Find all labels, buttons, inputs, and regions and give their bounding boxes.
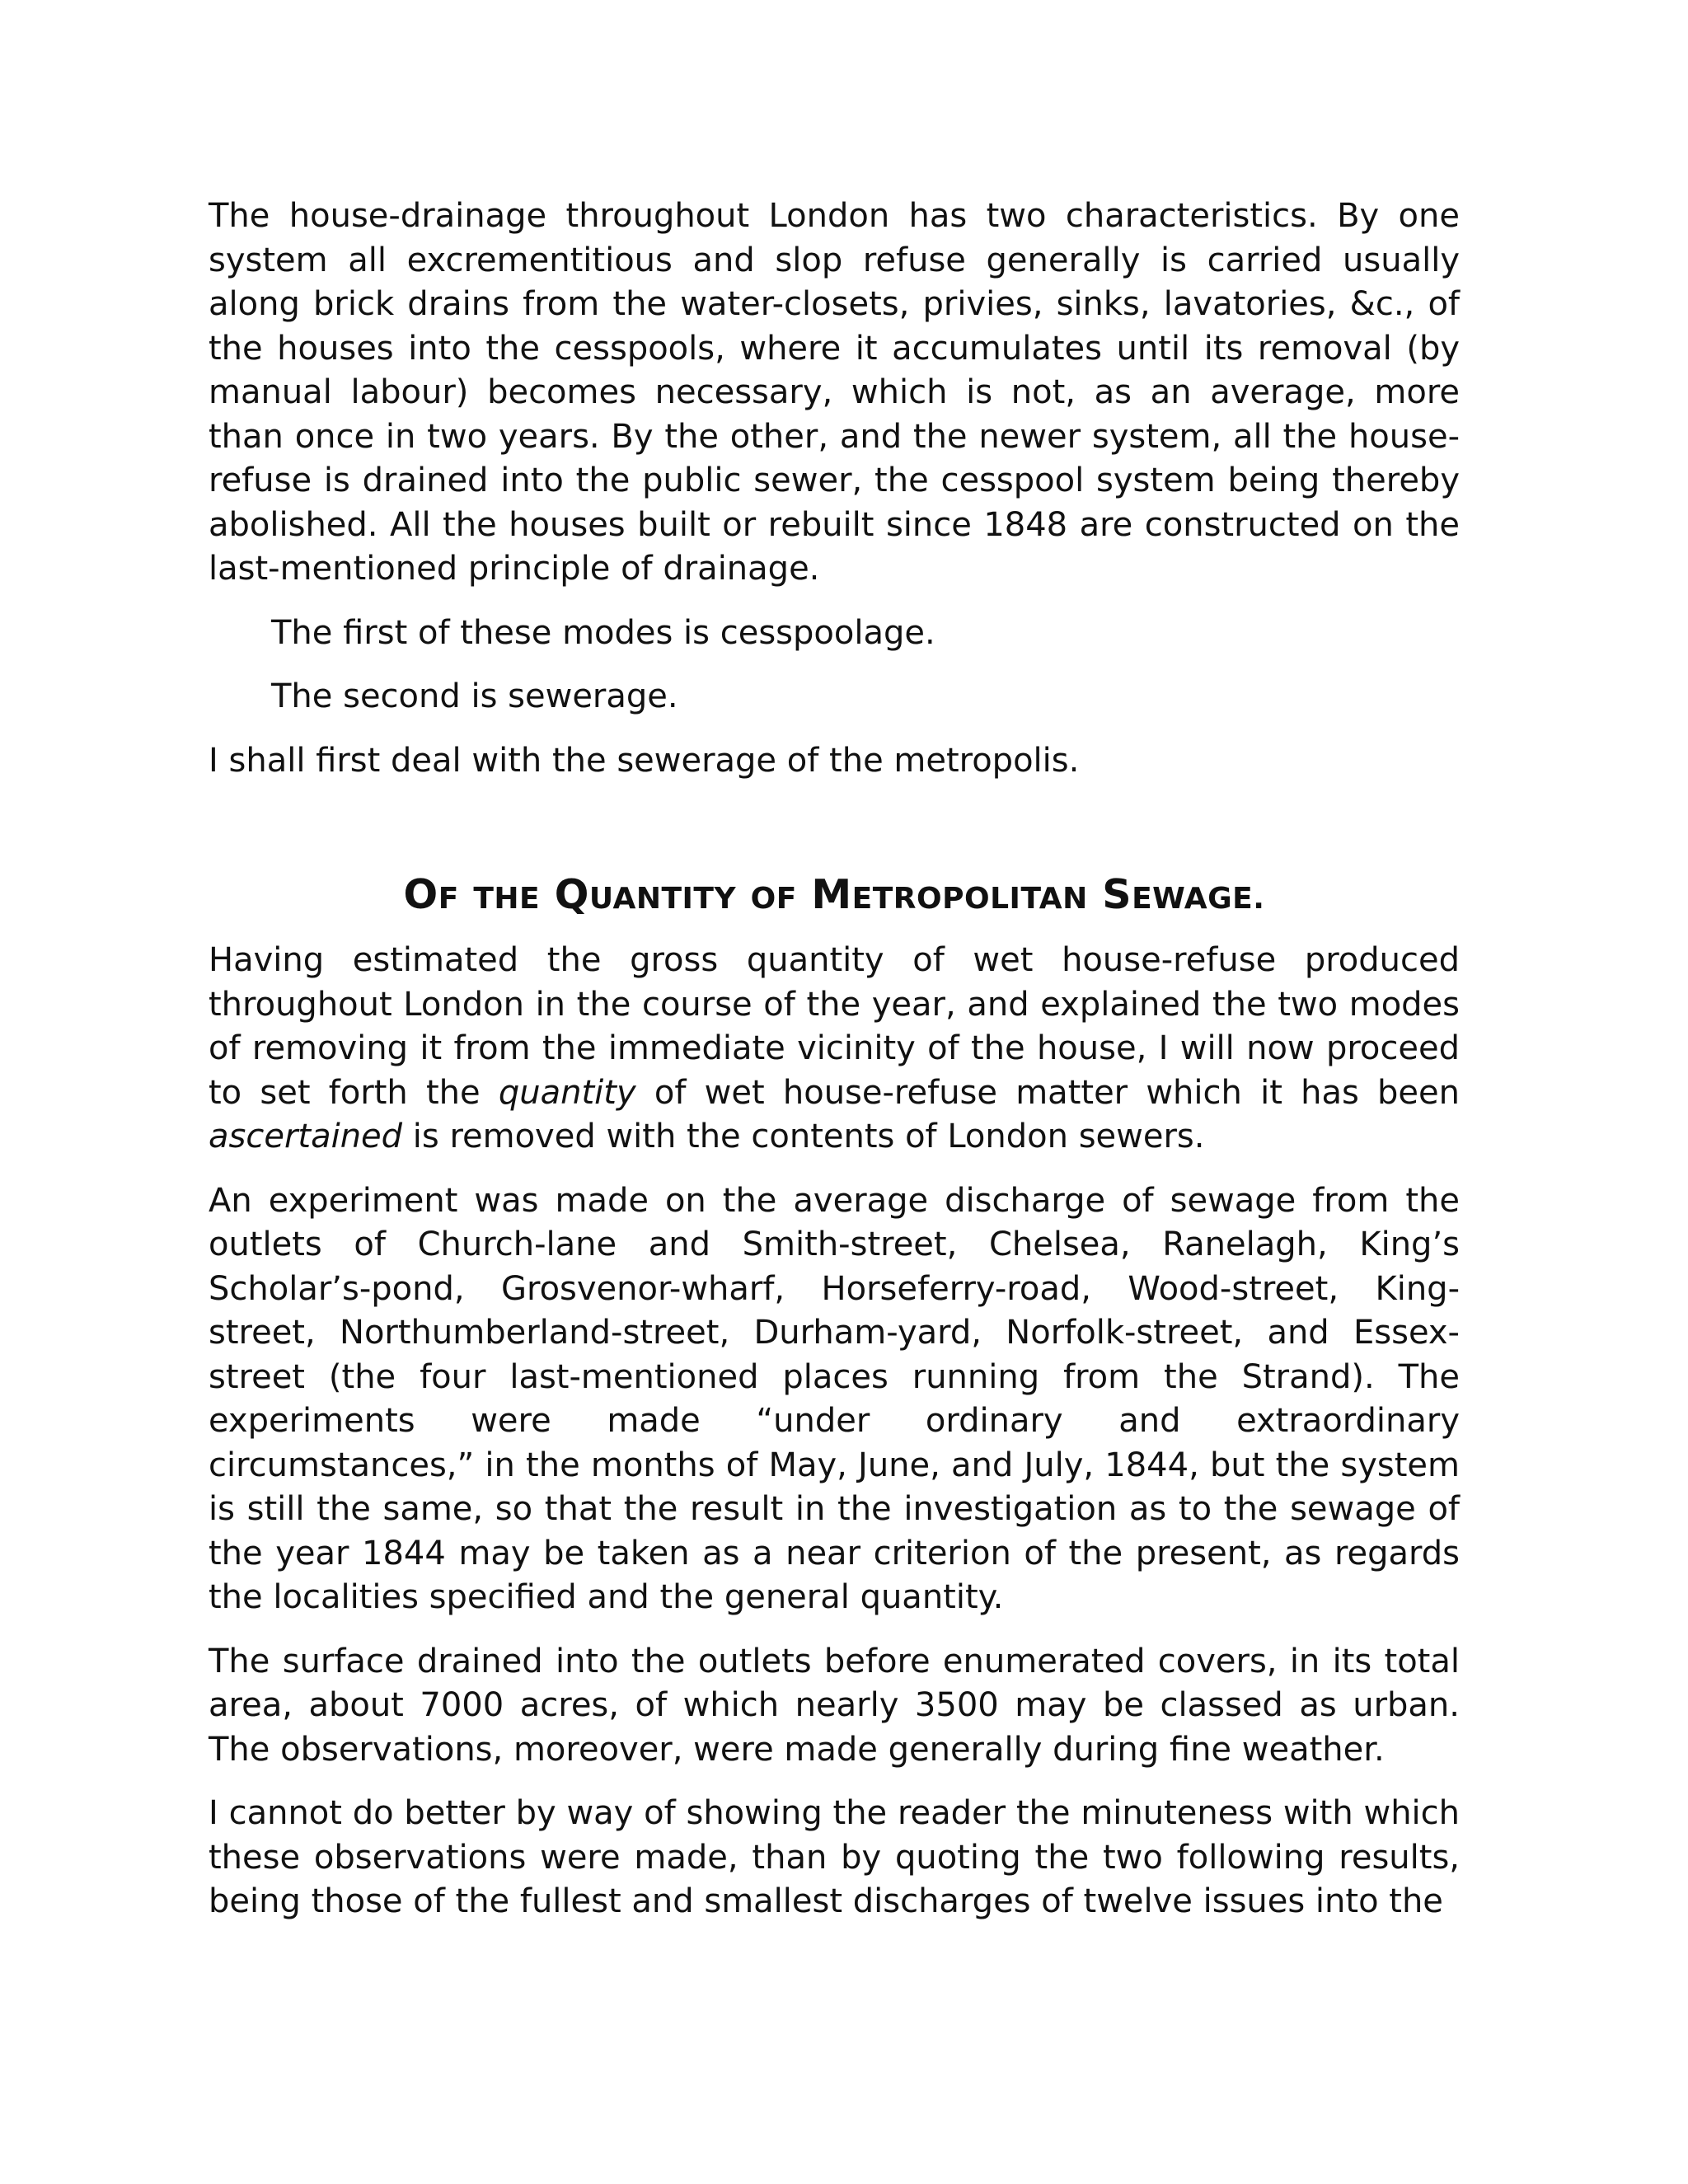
observations-paragraph: I cannot do better by way of showing the reader the minuteness with which these observations were made, than by quoting the two following results, being those of the fullest and smallest discharges of twelve issues into the (209, 1794, 1460, 1920)
heading-word-sewage: SEWAGE. (1102, 871, 1265, 918)
italic-ascertained: ascertained (209, 1118, 403, 1155)
heading-word-quantity: QUANTITY (554, 871, 737, 918)
experiment-paragraph: An experiment was made on the average discharge of sewage from the outlets of Church-lane and Smith-street, Chelsea, Ranelagh, King’s Scholar’s-pond, Grosvenor-wharf, Horseferry-road, Wood-street, King-street, Northumberland-street, Durham-yard, Norfolk-street, and Essex-street (the four last-mentioned places running from the Strand). The experiments were made “under ordinary and extraordinary circumstances,” in the months of May, June, and July, 1844, but the system is still the same, so that the result in the investigation as to the sewage of the year 1844 may be taken as a near criterion of the present, as regards the localities specified and the general quantity. (209, 1181, 1460, 1616)
heading-word-the: THE (473, 882, 541, 916)
second-mode-line: The second is sewerage. (271, 677, 678, 715)
quantity-paragraph: Having estimated the gross quantity of wet house-refuse produced throughout London in the course of the year, and explained the two modes of removing it from the immediate vicinity of the house, I will now proceed to set forth the quantity of wet house-refuse matter which it has been ascertained is removed with the contents of London sewers. (209, 941, 1461, 1155)
sewerage-intro-line: I shall first deal with the sewerage of the metropolis. (209, 741, 1080, 780)
surface-paragraph: The surface drained into the outlets before enumerated covers, in its total area, about 7000 acres, of which nearly 3500 may be classed as urban. The observations, moreover, were made generally during fine weather. (209, 1642, 1460, 1769)
heading-word-of: OF (403, 871, 459, 918)
italic-quantity: quantity (498, 1073, 636, 1112)
section-heading (209, 870, 1460, 924)
heading-word-of-2: OF (750, 882, 797, 916)
first-mode-line: The first of these modes is cesspoolage. (271, 613, 935, 652)
heading-word-metropolitan: METROPOLITAN (811, 871, 1088, 918)
page-content (209, 194, 1460, 1924)
intro-paragraph: The house-drainage throughout London has two characteristics. By one system all excrementitious and slop refuse generally is carried usually along brick drains from the water-closets, privies, sinks, lavatories, &c., of the houses into the cesspools, where it accumulates until its removal (by manual labour) becomes necessary, which is not, as an average, more than once in two years. By the other, and the newer system, all the house-refuse is drained into the public sewer, the cesspool system being thereby abolished. All the houses built or rebuilt since 1848 are constructed on the last-mentioned principle of drainage. (209, 197, 1460, 588)
